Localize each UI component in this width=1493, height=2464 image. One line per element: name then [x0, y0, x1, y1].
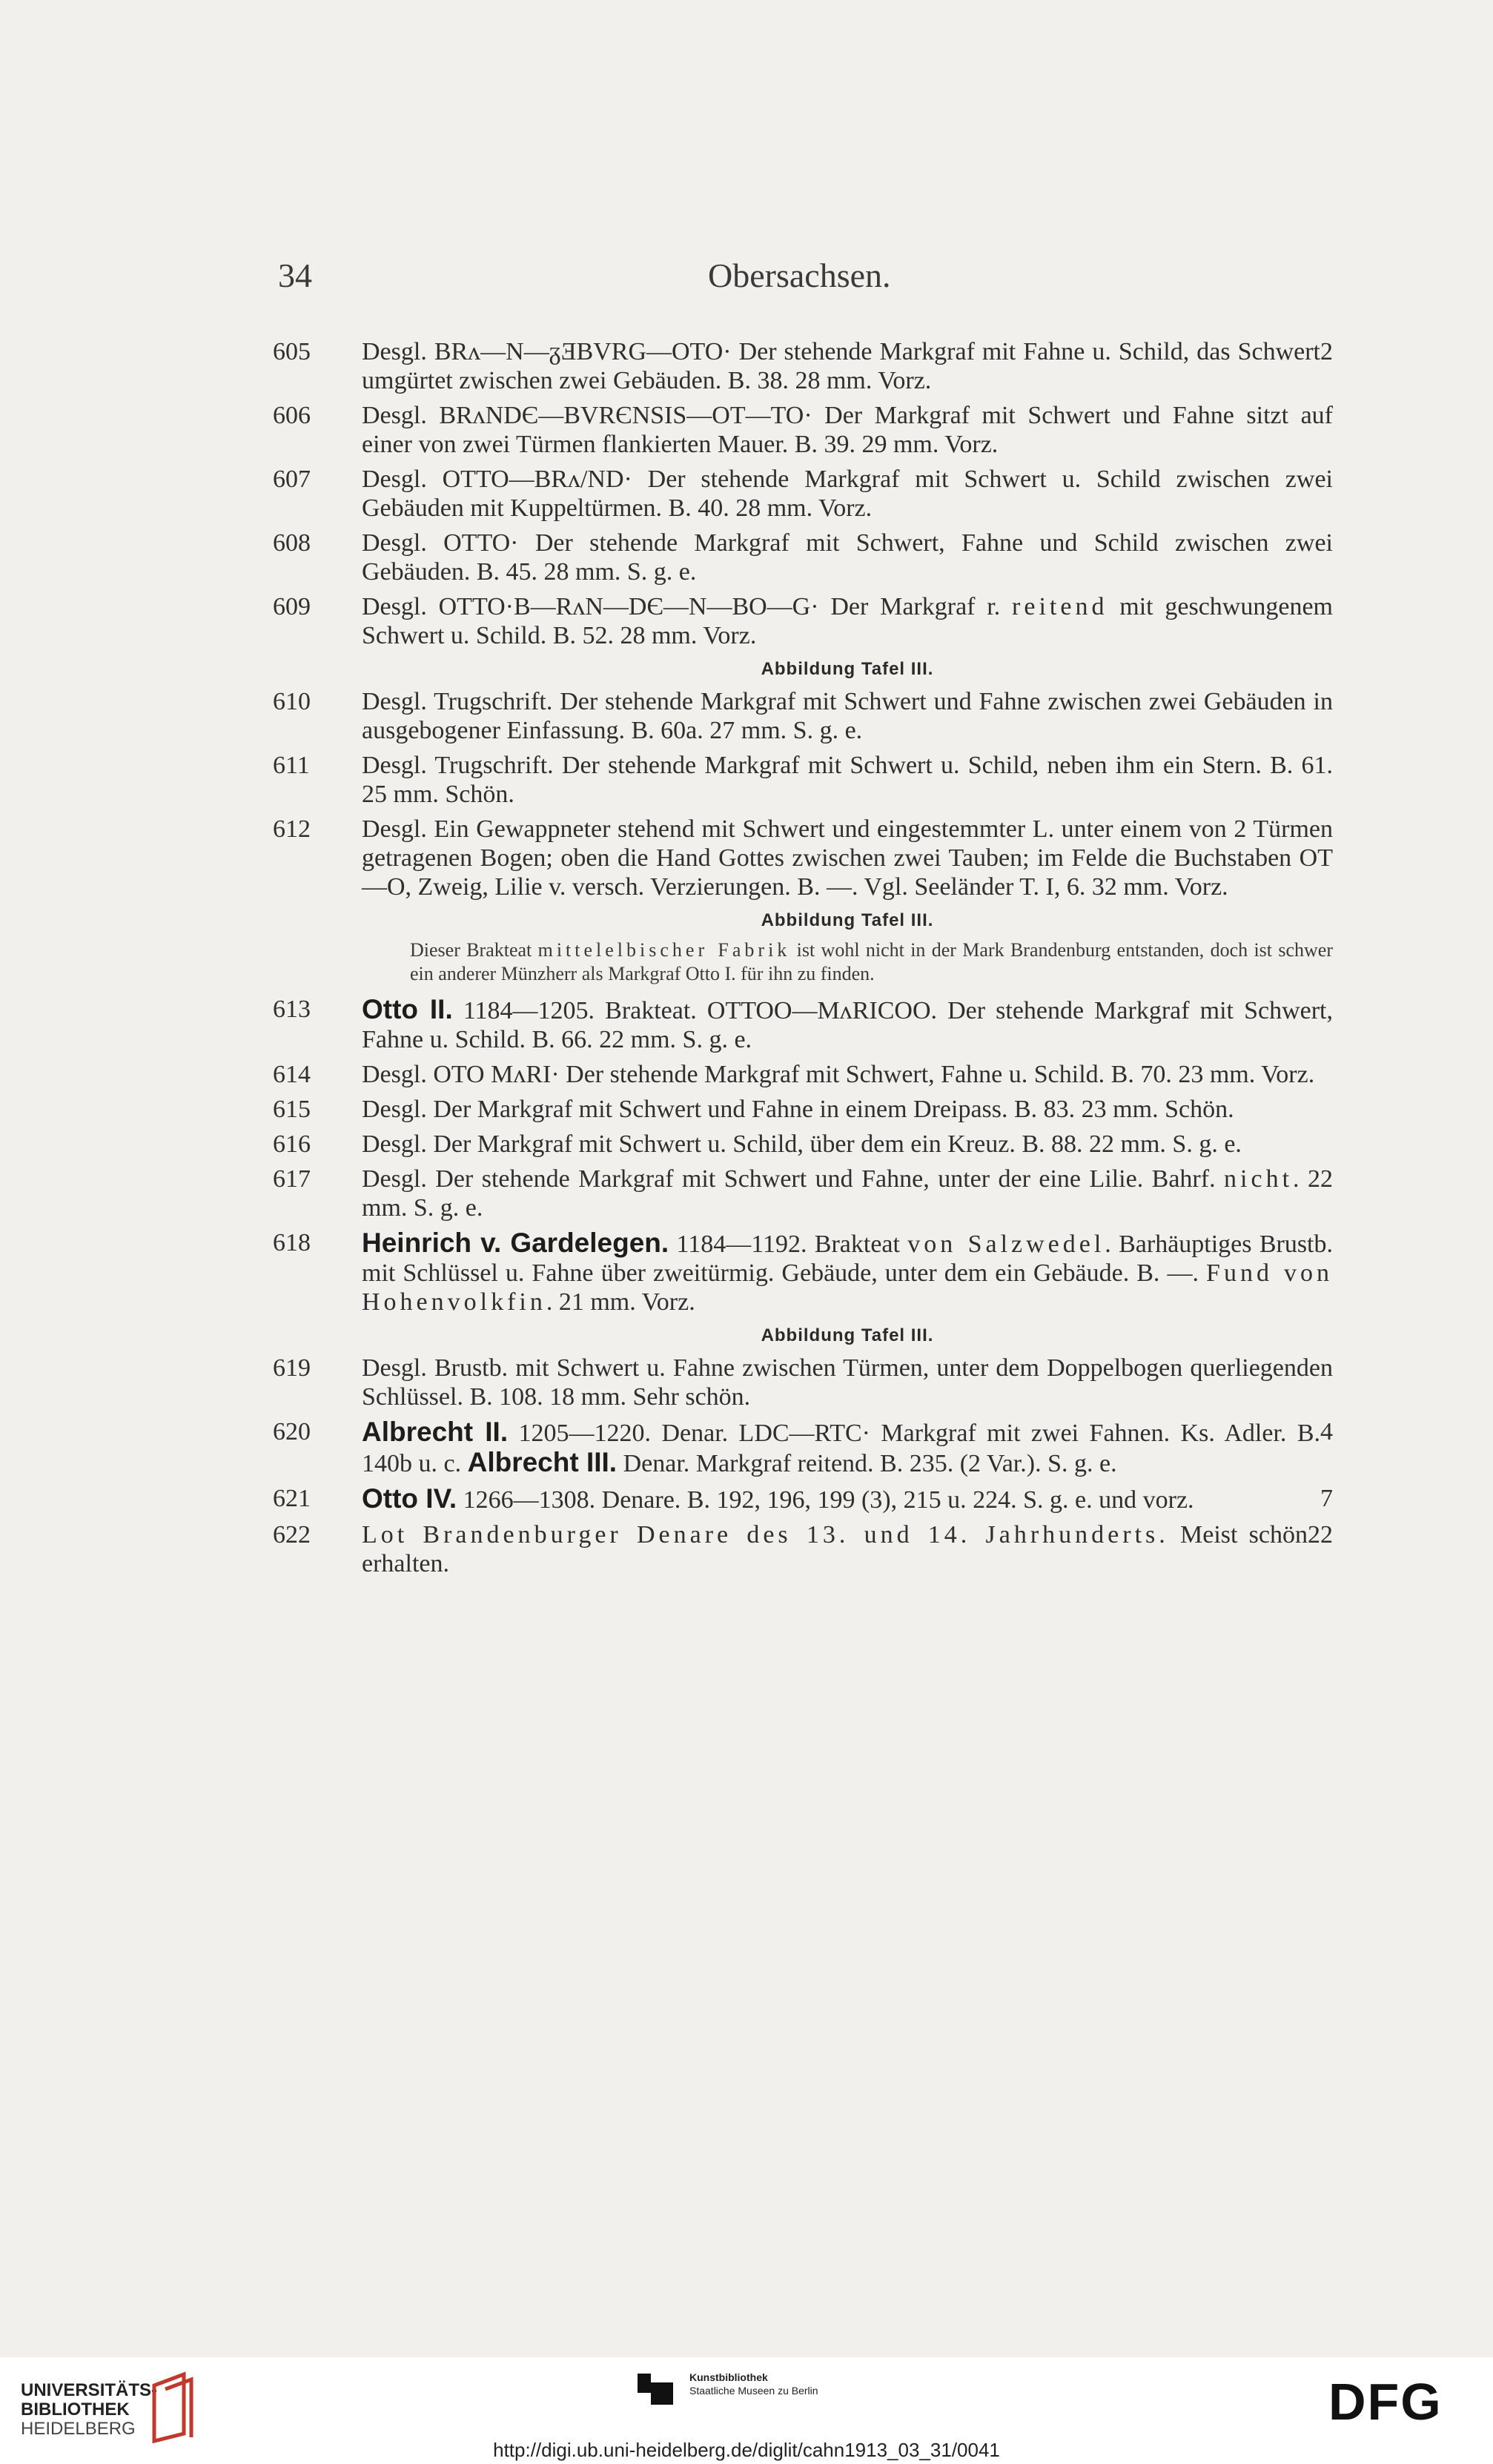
kb-subtitle: Staatliche Museen zu Berlin [689, 2385, 818, 2397]
catalogue-entry [273, 1520, 1333, 1578]
catalogue-entry [273, 1228, 1333, 1317]
spaced-text: Fund von Hohenvolkfin [362, 1259, 1333, 1316]
university-library-emblem-icon [147, 2371, 206, 2445]
entry-text: 1205—1220. Denar. LDC—RTC· Markgraf mit zwei Fahnen. Ks. Adler. B. 140b u. c. [362, 1420, 1321, 1477]
catalogue-entry [273, 1095, 1333, 1124]
catalogue-entry [273, 1484, 1333, 1514]
entry-number: 622 [273, 1521, 311, 1549]
entry-text: Desgl. Ein Gewappneter stehend mit Schwert und eingestemmter L. unter einem von 2 Türmen getragenen Bogen; oben die Hand Gottes zwischen zwei Tauben; im Felde die Buchstaben OT—O, Zweig, Lilie v. versch. Verzierungen. B. —. Vgl. Seeländer T. I, 6. 32 mm. Vorz. [362, 815, 1333, 901]
ruler-name: Heinrich v. Gardelegen. [362, 1228, 669, 1258]
spaced-text: Lot Brandenburger Denare des 13. und 14. Jahrhunderts. [362, 1521, 1169, 1549]
entry-text: Desgl. Der Markgraf mit Schwert und Fahne in einem Dreipass. B. 83. 23 mm. Schön. [362, 1096, 1234, 1123]
entry-number: 615 [273, 1096, 311, 1123]
entry-text: 1184—1205. Brakteat. OTTOO—MᴧRICOO. Der stehende Markgraf mit Schwert, Fahne u. Schild. B. 66. 22 mm. S. g. e. [362, 997, 1333, 1053]
entry-text: Desgl. OTTO—BRᴧ/ND· Der stehende Markgraf mit Schwert u. Schild zwischen zwei Gebäuden mit Kuppeltürmen. B. 40. 28 mm. Vorz. [362, 466, 1333, 522]
entry-text: Desgl. Brustb. mit Schwert u. Fahne zwischen Türmen, unter dem Doppelbogen querliegenden Schlüssel. B. 108. 18 mm. Sehr schön. [362, 1354, 1333, 1411]
entry-text: . 22 mm. S. g. e. [362, 1165, 1333, 1222]
page-header [0, 256, 1493, 300]
entry-number: 617 [273, 1165, 311, 1193]
plate-reference: Abbildung Tafel III. [761, 910, 934, 930]
entry-number: 606 [273, 402, 311, 429]
entry-number: 611 [273, 752, 310, 779]
catalogue-entry [273, 751, 1333, 809]
lot-count: 4 [1320, 1418, 1333, 1445]
catalogue-entry [273, 1417, 1333, 1478]
catalogue-entry [273, 815, 1333, 901]
entry-text: Desgl. BRᴧNDЄ—BVRЄNSIS—OT—TO· Der Markgraf mit Schwert und Fahne sitzt auf einer von zwei Türmen flankierten Mauer. B. 39. 29 mm. Vorz. [362, 402, 1333, 458]
spaced-text: von Salzwedel [907, 1231, 1105, 1258]
catalogue-entry [273, 995, 1333, 1054]
catalogue-entries [273, 337, 1333, 1584]
lot-count: 22 [1308, 1521, 1333, 1549]
entry-text: Desgl. Der stehende Markgraf mit Schwert und Fahne, unter der eine Lilie. Bahrf. [362, 1165, 1225, 1193]
entry-text: Desgl. Der Markgraf mit Schwert u. Schild, über dem ein Kreuz. B. 88. 22 mm. S. g. e. [362, 1130, 1242, 1158]
spaced-text: mittelelbischer Fabrik [537, 939, 791, 961]
catalogue-entry [273, 465, 1333, 523]
ruler-name: Albrecht III. [467, 1447, 618, 1477]
entry-number: 607 [273, 466, 311, 493]
entry-number: 619 [273, 1354, 311, 1382]
running-title: Obersachsen. [708, 256, 891, 294]
catalogue-entry [273, 1130, 1333, 1159]
university-library-logo[interactable] [21, 2381, 157, 2439]
kunstbibliothek-logo-icon [636, 2366, 681, 2411]
entry-number: 613 [273, 996, 311, 1023]
catalogue-entry [273, 1354, 1333, 1411]
lot-count: 7 [1320, 1485, 1333, 1512]
entry-number: 614 [273, 1061, 311, 1088]
entry-number: 610 [273, 688, 311, 715]
permalink-url[interactable]: http://digi.ub.uni-heidelberg.de/diglit/cahn1913_03_31/0041 [493, 2439, 1000, 2461]
entry-text: Desgl. OTTO· Der stehende Markgraf mit Schwert, Fahne und Schild zwischen zwei Gebäuden. B. 45. 28 mm. S. g. e. [362, 529, 1333, 586]
entry-number: 608 [273, 529, 311, 557]
entry-text: Desgl. OTTO·B—RᴧN—DЄ—N—BO—G· Der Markgraf r. [362, 593, 1013, 620]
ruler-name: Albrecht II. [362, 1417, 509, 1447]
entry-note [273, 938, 1333, 986]
footer-bar [0, 2357, 1493, 2464]
entry-number: 620 [273, 1418, 311, 1445]
entry-number: 616 [273, 1130, 311, 1158]
entry-text: Meist schön erhalten. [362, 1521, 1308, 1577]
page-number: 34 [278, 256, 312, 294]
entry-text: 1266—1308. Denare. B. 192, 196, 199 (3), 215 u. 224. S. g. e. und vorz. [457, 1486, 1194, 1514]
note-text: ist wohl nicht in der Mark Brandenburg entstanden, doch ist schwer ein anderer Münzherr als Markgraf Otto I. für ihn zu finden. [410, 939, 1333, 984]
catalogue-entry [273, 687, 1333, 745]
entry-number: 618 [273, 1229, 311, 1256]
entry-text: mit geschwungenem Schwert u. Schild. B. 52. 28 mm. Vorz. [362, 593, 1333, 649]
kunstbibliothek-label [689, 2371, 818, 2397]
entry-text: . Barhäuptiges Brustb. mit Schlüssel u. Fahne über zweitürmig. Gebäude, unter dem ein Gebäude. B. —. [362, 1231, 1333, 1287]
entry-number: 605 [273, 338, 311, 365]
catalogue-entry [273, 1165, 1333, 1222]
entry-text: Desgl. OTO MᴧRI· Der stehende Markgraf mit Schwert, Fahne u. Schild. B. 70. 23 mm. Vorz. [362, 1061, 1315, 1088]
spaced-text: nicht [1224, 1165, 1294, 1193]
spaced-text: reitend [1012, 593, 1108, 620]
plate-reference: Abbildung Tafel III. [761, 1325, 934, 1345]
entry-text: Desgl. Trugschrift. Der stehende Markgraf mit Schwert u. Schild, neben ihm ein Stern. B. 61. 25 mm. Schön. [362, 752, 1333, 808]
catalogue-entry [273, 337, 1333, 395]
entry-number: 612 [273, 815, 311, 843]
kb-name: Kunstbibliothek [689, 2371, 768, 2383]
entry-text: Desgl. BRᴧ—N—ᵹƎBVRG—OTO· Der stehende Markgraf mit Fahne u. Schild, das Schwert umgürtet zwischen zwei Gebäuden. B. 38. 28 mm. Vorz. [362, 338, 1320, 394]
catalogue-entry [273, 1060, 1333, 1089]
lot-count: 2 [1320, 338, 1333, 365]
entry-number: 609 [273, 593, 311, 620]
catalogue-entry [273, 401, 1333, 459]
ruler-name: Otto II. [362, 994, 453, 1024]
library-name-line2: BIBLIOTHEK [21, 2400, 130, 2420]
library-name-line3: HEIDELBERG [21, 2419, 136, 2439]
entry-text: Denar. Markgraf reitend. B. 235. (2 Var.). S. g. e. [617, 1450, 1117, 1477]
library-name-line1: UNIVERSITÄTS- [21, 2380, 158, 2400]
entry-text: . 21 mm. Vorz. [546, 1288, 695, 1316]
entry-number: 621 [273, 1485, 311, 1512]
entry-text: 1184—1192. Brakteat [669, 1231, 908, 1258]
note-text: Dieser Brakteat [410, 939, 538, 961]
catalogue-entry [273, 529, 1333, 586]
catalogue-entry [273, 592, 1333, 650]
dfg-logo[interactable]: DFG [1328, 2373, 1443, 2431]
entry-text: Desgl. Trugschrift. Der stehende Markgraf mit Schwert und Fahne zwischen zwei Gebäuden in ausgebogener Einfassung. B. 60a. 27 mm. S. g. e. [362, 688, 1333, 744]
ruler-name: Otto IV. [362, 1483, 457, 1514]
plate-reference: Abbildung Tafel III. [761, 659, 934, 679]
